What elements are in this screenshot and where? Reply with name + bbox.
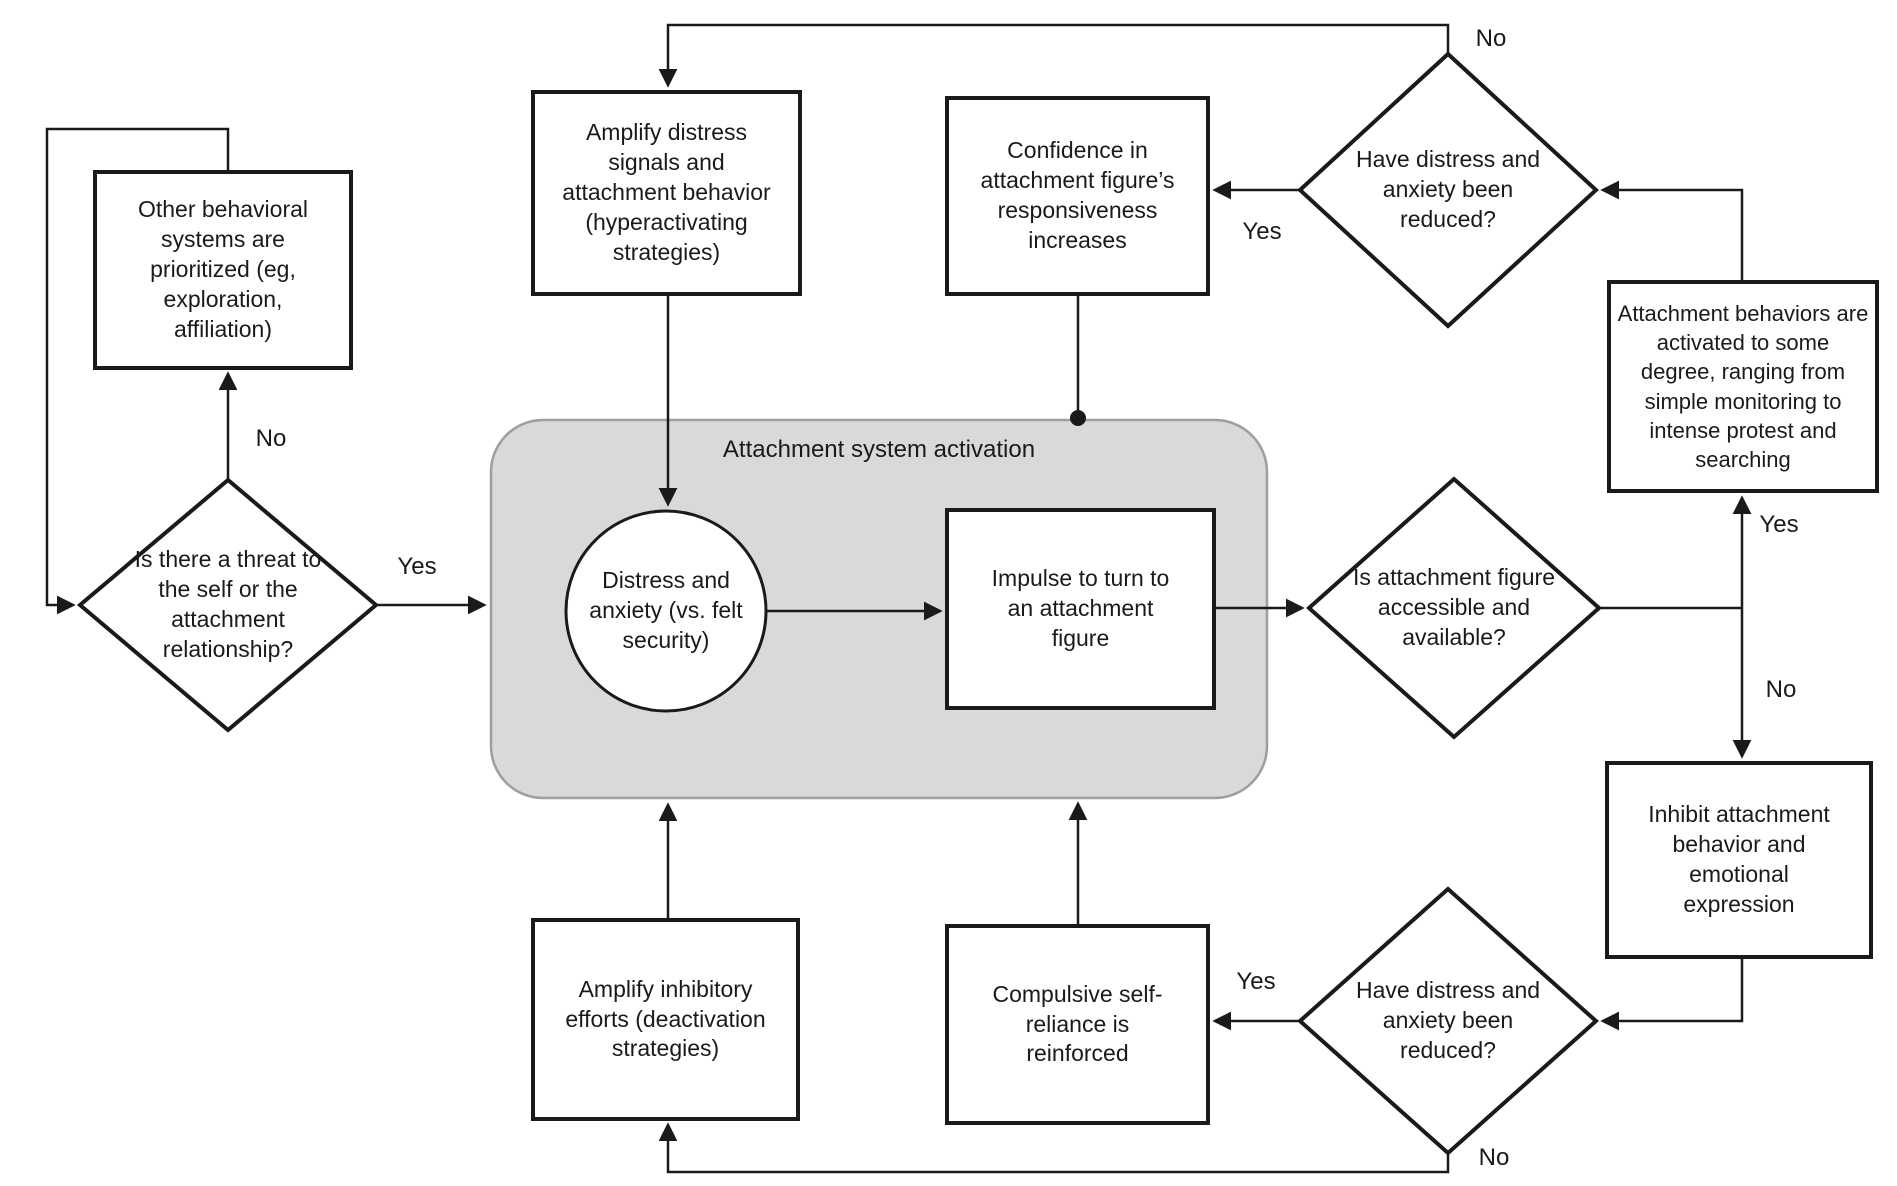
node-self-reliance-label: Compulsive self-reliance is reinforced bbox=[992, 980, 1163, 1067]
node-confidence-label: Confidence in attachment figure’s responsiveness increases bbox=[980, 137, 1175, 253]
edge-reduced-bottom-no bbox=[668, 1126, 1448, 1172]
region-connection-dot bbox=[1070, 410, 1086, 426]
label-threat-yes: Yes bbox=[397, 553, 437, 580]
label-accessible-no: No bbox=[1765, 676, 1797, 703]
label-reduced-bottom-yes: Yes bbox=[1236, 968, 1276, 995]
node-amplify-distress-label: Amplify distress signals and attachment behavior (hyperactivating strategies) bbox=[562, 119, 771, 265]
edge-reduced-top-no bbox=[668, 25, 1448, 84]
node-amplify-inhibitory-label: Amplify inhibitory efforts (deactivation strategies) bbox=[565, 975, 766, 1062]
label-threat-no: No bbox=[255, 425, 287, 452]
region-title: Attachment system activation bbox=[722, 436, 1036, 463]
node-reduced-top-label: Have distress and anxiety been reduced? bbox=[1355, 146, 1541, 232]
edge-inhibit-to-reduced-bottom bbox=[1604, 957, 1742, 1021]
label-reduced-bottom-no: No bbox=[1478, 1144, 1510, 1171]
node-threat-label: Is there a threat to the self or the attachment relationship? bbox=[134, 546, 322, 662]
node-inhibit-label: Inhibit attachment behavior and emotional expression bbox=[1648, 801, 1830, 917]
node-distress-circle-label: Distress and anxiety (vs. felt security) bbox=[589, 567, 743, 653]
node-other-systems-label: Other behavioral systems are prioritized (eg, exploration, affiliation) bbox=[137, 196, 309, 342]
node-behaviors-label: Attachment behaviors are activated to some degree, ranging from simple monitoring to intense protest and searching bbox=[1617, 301, 1869, 472]
node-reduced-bottom-label: Have distress and anxiety been reduced? bbox=[1355, 977, 1541, 1063]
edge-behaviors-to-reduced-top bbox=[1604, 190, 1742, 282]
node-impulse-label: Impulse to turn to an attachment figure bbox=[991, 565, 1170, 651]
node-accessible-label: Is attachment figure accessible and available? bbox=[1353, 564, 1555, 650]
label-reduced-top-yes: Yes bbox=[1242, 218, 1282, 245]
label-accessible-yes: Yes bbox=[1759, 511, 1799, 538]
label-reduced-top-no: No bbox=[1475, 25, 1507, 52]
